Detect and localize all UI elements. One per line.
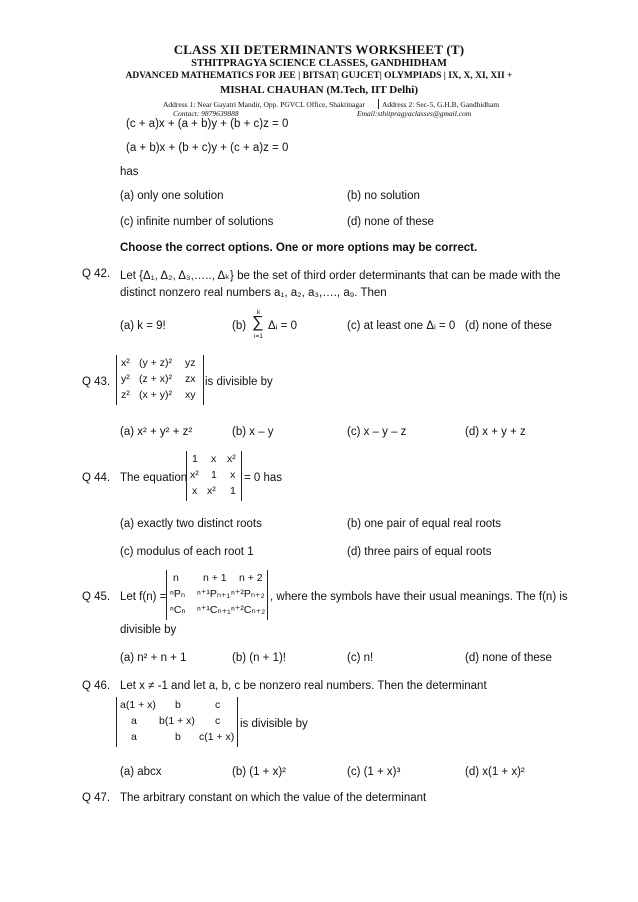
- q45-cell: ⁿPₙ: [170, 588, 186, 600]
- q42-delta-set: Δ₁, Δ₂, Δ₃,….., Δₖ: [143, 270, 231, 282]
- q45-option-b: (b) (n + 1)!: [232, 652, 287, 664]
- q43-stem-text: is divisible by: [205, 376, 273, 388]
- prev-option-d: (d) none of these: [347, 216, 434, 228]
- q42-option-b-term: Δᵢ = 0: [268, 320, 297, 332]
- q46-determinant: [116, 697, 238, 747]
- q43-cell: (y + z)²: [139, 357, 172, 369]
- q44-cell: x²: [207, 485, 216, 497]
- q46-cell: b(1 + x): [159, 715, 195, 727]
- q46-cell: a: [131, 731, 137, 743]
- q42-sigma-symbol: ∑: [252, 314, 264, 331]
- q45-cell: ⁿ⁺²Cₙ₊₂: [231, 604, 266, 616]
- q45-cell: ⁿ⁺¹Cₙ₊₁: [197, 604, 231, 616]
- q42-sum-lower: i=1: [254, 333, 263, 340]
- q44-cell: 1: [230, 485, 236, 497]
- q47-stem-text: The arbitrary constant on which the value of the determinant: [120, 792, 427, 804]
- q45-number: Q 45.: [82, 591, 111, 603]
- address-divider: [378, 99, 379, 109]
- system-equation-2: (a + b)x + (b + c)y + (c + a)z = 0: [126, 142, 289, 154]
- q43-cell: y²: [121, 373, 130, 385]
- q45-stem-pre: Let f(n) =: [120, 591, 167, 603]
- q43-option-b: (b) x – y: [232, 426, 274, 438]
- q43-cell: (z + x)²: [139, 373, 172, 385]
- q44-cell: x: [230, 469, 236, 481]
- q46-cell: c: [215, 715, 221, 727]
- teacher-name: MISHAL CHAUHAN (M.Tech, IIT Delhi): [219, 84, 419, 96]
- q42-sum-upper: k: [257, 309, 261, 316]
- address-2: Address 2: Sec-5, G.H.B, Gandhidham: [382, 100, 500, 109]
- q44-option-c: (c) modulus of each root 1: [120, 546, 254, 558]
- q43-cell: zx: [185, 373, 196, 385]
- prev-option-a: (a) only one solution: [120, 190, 224, 202]
- q43-option-c: (c) x – y – z: [347, 426, 407, 438]
- q44-cell: x²: [227, 453, 236, 465]
- q46-cell: b: [175, 731, 181, 743]
- q45-option-a: (a) n² + n + 1: [120, 652, 187, 664]
- q44-option-d: (d) three pairs of equal roots: [347, 546, 492, 558]
- q45-stem-post: , where the symbols have their usual meanings. The f(n) is: [270, 591, 568, 603]
- q46-stem-post: is divisible by: [240, 718, 308, 730]
- q44-cell: 1: [211, 469, 217, 481]
- institute-name: STHITPRAGYA SCIENCE CLASSES, GANDHIDHAM: [191, 58, 447, 69]
- q44-option-b: (b) one pair of equal real roots: [347, 518, 502, 530]
- q44-cell: x: [211, 453, 217, 465]
- q45-option-c: (c) n!: [347, 652, 374, 664]
- q42-stem-line2: distinct nonzero real numbers a₁, a₂, a₃,…., a₉. Then: [120, 287, 387, 299]
- q42-number: Q 42.: [82, 268, 111, 280]
- instruction-text: Choose the correct options. One or more options may be correct.: [120, 242, 478, 254]
- worksheet-title: CLASS XII DETERMINANTS WORKSHEET (T): [173, 42, 465, 57]
- prev-option-b: (b) no solution: [347, 190, 420, 202]
- q46-cell: a(1 + x): [120, 699, 156, 711]
- q46-cell: b: [175, 699, 181, 711]
- q43-cell: yz: [185, 357, 196, 369]
- q46-cell: c: [215, 699, 221, 711]
- contact-email: Email:sthitpragyaclasses@gmail.com: [357, 109, 472, 118]
- q43-number: Q 43.: [82, 376, 111, 388]
- q43-option-d: (d) x + y + z: [465, 426, 526, 438]
- q45-determinant: [166, 570, 268, 620]
- q45-cell: n + 1: [203, 572, 227, 584]
- q44-cell: 1: [192, 453, 198, 465]
- q42-option-b-label: (b): [232, 320, 247, 332]
- q47-number: Q 47.: [82, 792, 111, 804]
- q44-stem-post: = 0 has: [244, 472, 283, 484]
- q46-option-b: (b) (1 + x)²: [232, 766, 286, 778]
- q45-cell: ⁿ⁺²Pₙ₊₂: [231, 588, 265, 600]
- q43-cell: z²: [121, 389, 130, 401]
- q46-cell: c(1 + x): [199, 731, 235, 743]
- q43-cell: (x + y)²: [139, 389, 172, 401]
- q44-determinant: [186, 451, 242, 501]
- q42-option-d: (d) none of these: [465, 320, 552, 332]
- q44-stem-pre: The equation: [120, 472, 188, 484]
- courses-line: ADVANCED MATHEMATICS FOR JEE | BITSAT| GUJCET| OLYMPIADS | IX, X, XI, XII +: [125, 71, 513, 81]
- q45-cell: ⁿCₙ: [170, 604, 186, 616]
- q46-cell: a: [131, 715, 137, 727]
- q45-cell: n + 2: [239, 572, 263, 584]
- system-equation-1: (c + a)x + (a + b)y + (b + c)z = 0: [126, 118, 289, 130]
- q44-option-a: (a) exactly two distinct roots: [120, 518, 262, 530]
- q45-option-d: (d) none of these: [465, 652, 552, 664]
- q45-cell: n: [173, 572, 179, 584]
- q43-cell: x²: [121, 357, 130, 369]
- q43-determinant: [116, 355, 204, 405]
- q44-number: Q 44.: [82, 472, 111, 484]
- q43-option-a: (a) x² + y² + z²: [120, 426, 193, 438]
- q44-cell: x: [192, 485, 198, 497]
- q46-option-a: (a) abcx: [120, 766, 162, 778]
- contact-number: Contact: 9879639888: [173, 109, 239, 118]
- q42-stem-line1: Let {Δ₁, Δ₂, Δ₃,….., Δₖ} be the set of third order determinants that can be made with the: [120, 270, 561, 282]
- q46-stem-text: Let x ≠ -1 and let a, b, c be nonzero real numbers. Then the determinant: [120, 680, 487, 692]
- q44-cell: x²: [190, 469, 199, 481]
- q43-cell: xy: [185, 389, 196, 401]
- system-has: has: [120, 166, 139, 178]
- q45-cell: ⁿ⁺¹Pₙ₊₁: [197, 588, 231, 600]
- q46-option-d: (d) x(1 + x)²: [465, 766, 525, 778]
- q45-stem-line2: divisible by: [120, 624, 177, 636]
- q46-option-c: (c) (1 + x)³: [347, 766, 401, 778]
- q42-option-a: (a) k = 9!: [120, 320, 166, 332]
- address-1: Address 1: Near Gayatri Mandir, Opp. PGVCL Office, Shaktinagar: [163, 100, 365, 109]
- prev-option-c: (c) infinite number of solutions: [120, 216, 274, 228]
- q46-number: Q 46.: [82, 680, 111, 692]
- q42-option-c: (c) at least one Δᵢ = 0: [347, 320, 456, 332]
